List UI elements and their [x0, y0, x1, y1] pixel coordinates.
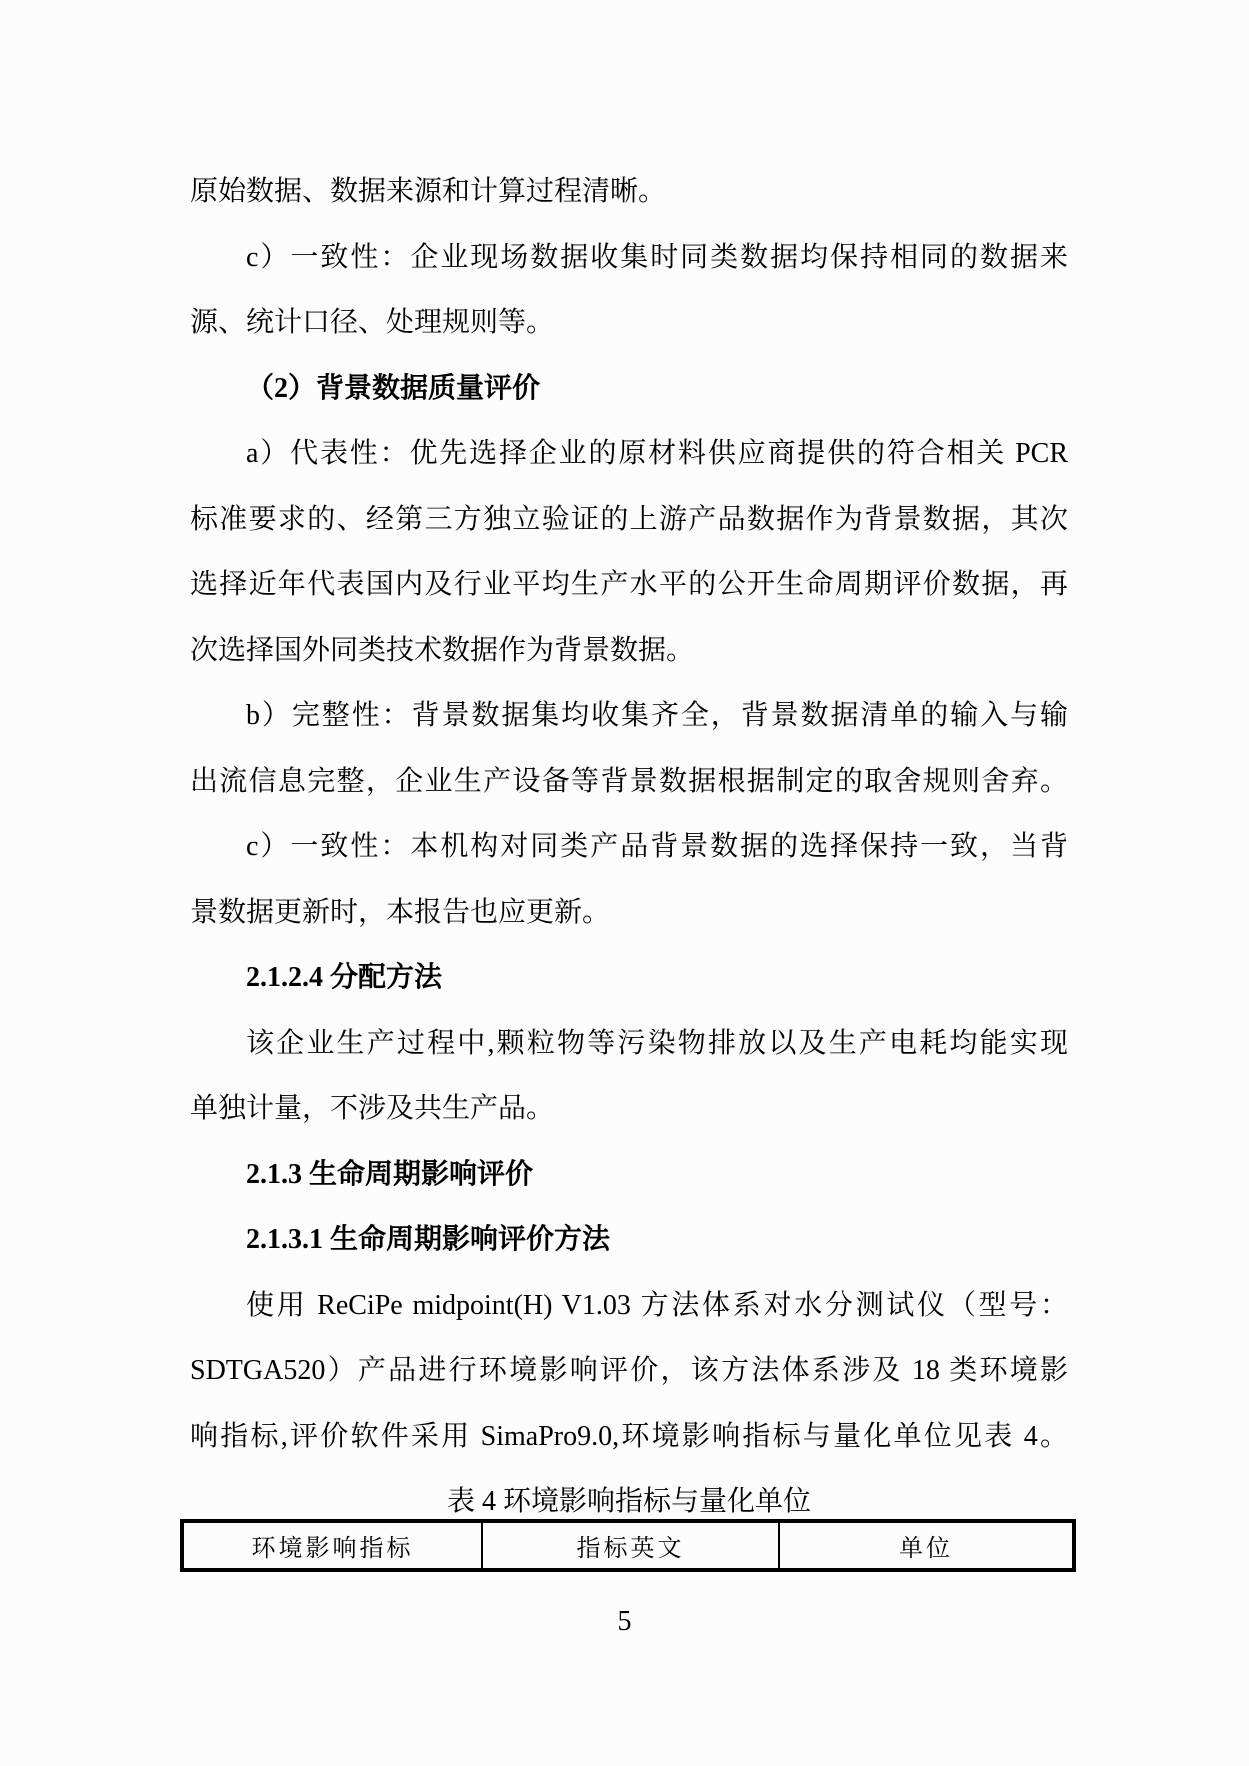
paragraph-line: 标准要求的、经第三方独立验证的上游产品数据作为背景数据，其次 — [190, 503, 1068, 535]
paragraph-line: c）一致性：本机构对同类产品背景数据的选择保持一致，当背 — [246, 831, 1068, 862]
section-heading-background-data-quality: （2）背景数据质量评价 — [246, 372, 541, 404]
paragraph-line: a）代表性：优先选择企业的原材料供应商提供的符合相关 PCR — [246, 438, 1068, 469]
paragraph-line: SDTGA520）产品进行环境影响评价，该方法体系涉及 18 类环境影 — [190, 1355, 1068, 1386]
paragraph-line: 原始数据、数据来源和计算过程清晰。 — [190, 176, 667, 207]
paragraph-line: 单独计量，不涉及共生产品。 — [190, 1093, 555, 1124]
paragraph-line: c）一致性：企业现场数据收集时同类数据均保持相同的数据来 — [246, 241, 1068, 273]
paragraph-line: 出流信息完整，企业生产设备等背景数据根据制定的取舍规则舍弃。 — [190, 765, 1068, 797]
section-heading-allocation-method: 2.1.2.4 分配方法 — [246, 962, 443, 993]
impact-indicators-table — [180, 1519, 1076, 1572]
paragraph-line: 选择近年代表国内及行业平均生产水平的公开生命周期评价数据，再 — [190, 569, 1068, 600]
table-header-row — [182, 1521, 1074, 1570]
text-block — [190, 159, 1068, 1535]
paragraph-line: 响指标,评价软件采用 SimaPro9.0,环境影响指标与量化单位见表 4。 — [190, 1420, 1068, 1452]
table-header-english: 指标英文 — [482, 1521, 779, 1570]
paragraph-line: 该企业生产过程中,颗粒物等污染物排放以及生产电耗均能实现 — [246, 1027, 1068, 1059]
paragraph-line: 次选择国外同类技术数据作为背景数据。 — [190, 634, 695, 666]
table-header-indicator: 环境影响指标 — [182, 1521, 482, 1570]
paragraph-line: 源、统计口径、处理规则等。 — [190, 307, 555, 338]
paragraph-line: 使用 ReCiPe midpoint(H) V1.03 方法体系对水分测试仪（型号： — [246, 1289, 1068, 1321]
page-number: 5 — [617, 1606, 632, 1637]
section-heading-lcia: 2.1.3 生命周期影响评价 — [246, 1158, 534, 1190]
paragraph-line: 景数据更新时，本报告也应更新。 — [190, 896, 611, 928]
paragraph-line: b）完整性：背景数据集均收集齐全，背景数据清单的输入与输 — [246, 700, 1068, 731]
section-heading-lcia-method: 2.1.3.1 生命周期影响评价方法 — [246, 1224, 611, 1255]
table-header-unit: 单位 — [779, 1521, 1074, 1570]
table-caption: 表 4 环境影响指标与量化单位 — [446, 1486, 811, 1517]
